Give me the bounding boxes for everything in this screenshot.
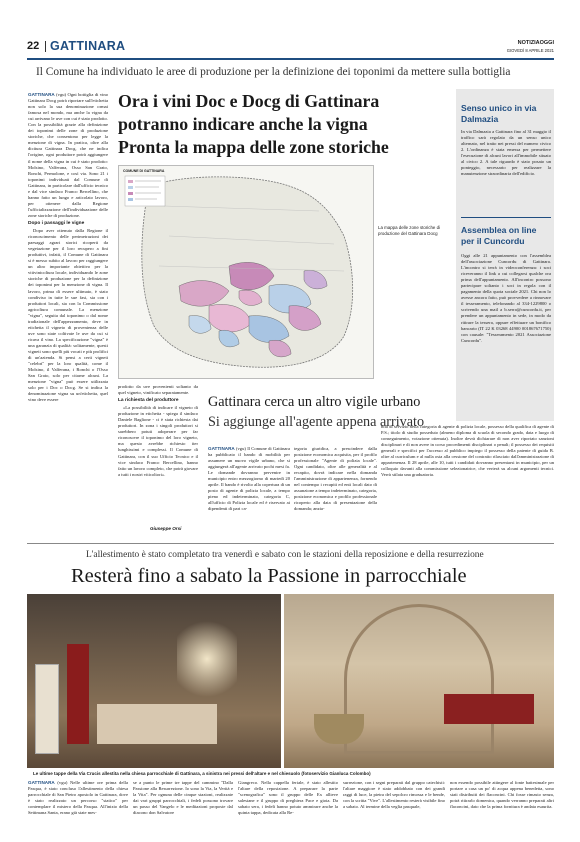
vigile-headline: Gattinara cerca un altro vigile urbano — [208, 394, 421, 410]
passione-col1 — [28, 780, 128, 838]
map-caption: La mappa delle zone storiche di produzione del Gattinara Docg — [378, 225, 440, 236]
sidebar-box1-title: Senso unico in via Dalmazia — [461, 103, 537, 124]
main-headline-line-2: potranno indicare anche la vigna — [118, 114, 368, 134]
vigile-col1 — [208, 446, 290, 536]
passione-col2-text: se a punto le prime tre tappe del cammino "Dalla Passione alla Resurrezione. Io sono la Via, la Verità e la Vita". Per ognuna delle cinque stazioni, realizzate dai vari gruppi parrocchiali, i fedeli possono trovare un passo del Vangelo e le meditazioni proposte dal diacono don Salvatore — [133, 780, 233, 816]
header-rule — [27, 58, 554, 60]
passione-col1-text: (vgu) Nelle ultime ore prima della Pasqua, è stato concluso l'allestimento della chiesa parrocchiale di San Pietro apostolo in Gattinara, dove è stato realizzato un percorso "statico" per contemplare il mistero della Pasqua. All'inizio della Settimana Santa, erano già state mes- — [28, 780, 128, 816]
main-article-col2 — [118, 384, 198, 534]
vigile-col3-text: nità di servizio nella categoria di agente di polizia locale, possesso della qualifica di agente di P.S.; titolo di studio posseduto (almeno diploma di scuola di secondo grado, data e luogo di conseguimento, votazione ottenuta). Inoltre devrà dichiarare di non aver riportato sanzioni disciplinari e di non avere in corso procedimenti disciplinari o penali; il possesso dei requisiti generali e specifici per l'accesso al pubblico impiego il possesso della patente di guida B. oltre al curriculum e al nulla osta alla cessione del contratto rilasciato dall'amministrazione di appartenenza. Il 28 aprile, alle 10, tutti i candidati dovranno presentarsi in municipio, per un colloquio davanti alla commissione selezionatrice, che verterà su alcuni argomenti tecnici. Verrà stilata una graduatoria. — [381, 424, 554, 478]
brand-logo: NOTIZIAOGGI — [517, 40, 554, 46]
main-article-body: Dopo aver ottenuto dalla Regione il riconoscimento delle perimetrazioni dei paesaggi agrari storici ricoperti da vegetazione per il loro recupero a fini produttivi, infatti, il Comune di Gattinara si è messo subito al lavoro per raggiungere un altro importante obiettivo per la vitivinicoltura locale, individuando le zone storiche di produzione per la definizione dei toponimi per la menzione di vigna. Il lavoro, prima di essere ultimato, è stato condiviso in tutte le sue fasi, sia con i produttori locali, sia con la Commissione agricoltura comunale. La menzione "vigna", seguita dal toponimo o dal nome tradizionale dell'appezzamento, deve in etichetta il vigneto di provenienza delle uve sono state coltivate le uve da cui si ricava il vino. La specificazione "vigna" è una garanzia di qualità: solitamente, questi vigneti sono quelli più vocati e più prolifici di un'azienda. Si pensi a certi vigneti "celebri" per la loro qualità, come il Molsino, il Valferana, i Ronchi o l'Osso San Grato, solo per citarne alcuni. La menzione "vigna" può essere utilizzata solo per i Doc o Docg. Se si indica la denominazione vigna su un'etichetta, quel vino deve essere — [28, 228, 108, 403]
vigile-col3 — [381, 424, 554, 537]
photo-arch — [344, 604, 494, 754]
photo-altar-table — [97, 704, 217, 744]
section-rule — [27, 543, 554, 544]
photo-basket — [314, 714, 364, 744]
main-headline — [118, 90, 450, 159]
header-divider — [45, 41, 46, 52]
vigile-col2 — [294, 446, 377, 536]
map-title: COMUNE DI GATTINARA — [123, 169, 165, 173]
photo-banner — [35, 664, 59, 754]
passione-kicker-headline: L'allestimento è stato completato tra venerdì e sabato con le stazioni della reposizione e della resurrezione — [86, 550, 484, 560]
sidebar-divider — [461, 217, 551, 218]
dateline: GATTINARA — [28, 92, 55, 97]
photo-red-drape — [67, 644, 89, 744]
sidebar-box2-body: Oggi alle 21 appuntamento con l'assemblea dell'associazione Cuncordu di Gattinara. L'incontro si terrà in videoconferenza: i soci riceveranno il link a cui collegarsi qualche ora prima dell'appuntamento. All'incontro possono partecipare soltanto i soci in regola con il pagamento della quota sociale 2021. Chi non lo avesse ancora fatto, può provvedere a rinnovare il tesseramento, telefonando al 334-1229800 o scrivendo una mail a b.serra@cuncordu.it, per prendere un appuntamento in sede, in modo da ritirare la tessera, oppure effettuare un bonifico bancario (IT 22 K 03268 44900 001867671750) con causale: "Tesseramento 2021 Associazione Cuncordu". — [461, 253, 551, 343]
sidebar — [456, 89, 554, 421]
map-graphic — [119, 166, 375, 380]
issue-date: GIOVEDÌ 8 APRILE 2021 — [506, 48, 554, 53]
main-article-col2-body: prodotto da uve provenienti soltanto da quel vigneto, vinificato separatamente. — [118, 384, 198, 396]
photo-caption: Le ultime tappe della Via Crucis allestita nella chiesa parrocchiale di Gattinara, a sinistra nei pressi dell'altare e nel chiesuolo (fotoservizio Gianluca Colombo) — [33, 771, 371, 776]
passione-col2 — [133, 780, 233, 838]
main-subhead-1: Dopo i passaggi le vigne — [28, 220, 85, 226]
main-headline-line-3: Pronta la mappa delle zone storiche — [118, 137, 389, 157]
passione-col5 — [450, 780, 554, 838]
passione-col3 — [238, 780, 338, 838]
page-header — [27, 38, 554, 60]
passione-col3-text: Giangreco. Nella cappella feriale, è stato allestito l'altare della reposizione. A preparare la parte "scenografica" sono il gruppo delle Ex allieve salesiane e il gruppo di preghiera Pace e gioia. Da sabato sera, i fedeli hanno potuto ammirare anche la quinta tappa, dedicata alla Re- — [238, 780, 338, 816]
photo-chapel — [284, 594, 554, 768]
main-article-quote: «La possibilità di indicare il vigneto di produzione in etichetta - spiega il sindaco Daniele Baglione - ci è stata richiesta dai produttori. In zona i singoli produttori si sarebbero potuti adoperare per far riconoscere il toponimo del loro vigneto, ma questo avrebbe richiesto iter lunghissimi e complessi. Il Comune di Gattinara, con il suo Ufficio Tecnico e il vice sindaco Franco Bercellino, hanno fatto un lavoro completo, che potrà giovare a tutti i nostri viticoltori». — [118, 405, 198, 477]
vigile-subheadline: Si aggiunge all'agente appena arrivato — [208, 414, 425, 430]
page-number: 22 — [27, 40, 40, 52]
article-author: Giuseppe Orsi — [150, 526, 182, 531]
sidebar-box1-body: In via Dalmazia a Gattinara fino al 31 maggio il traffico sarà regolato da un senso unico alternato, nel tratto nei pressi del numero civico 2. L'ordinanza è stata emessa per permettere l'esecuzione di alcuni lavori all'immobile situato al civico 2. A tale riguardo è stato posato un ponteggio, necessario per realizzare la manutenzione straordinaria dell'edificio. — [461, 129, 551, 177]
main-kicker-headline: Il Comune ha individuato le aree di produzione per la definizione dei toponimi da mettere sulla bottiglia — [36, 66, 511, 78]
passione-col5-text: non essendo possibile attingere al fonte battesimale per portare a casa un po' di acqua appena benedetta, sono stati distribuiti dei flaconcini. Chi fosse rimasto senza, potrà ritirarlo domenica, quando verranno preparati altri flaconcini, dato che la prima fornitura è andata esaurita. — [450, 780, 554, 810]
vigile-dateline: GATTINARA — [208, 446, 235, 451]
section-title: GATTINARA — [50, 39, 126, 53]
main-article-lead: (vgu) Ogni bottiglia di vino Gattinara Docg potrà riportare sull'etichetta non solo la sua denominazione ormai famosa nel mondo, ma anche la vigna da cui arrivano le uve con cui è stato prodotto. Con la possibilità grazie alla definizione dei toponimi delle zone di produzione storiche, che consentono per legge la menzione di vigna. In pratica, oltre alla dicitura Gattinara Docg, che ne indica l'origine, ogni produttore potrà aggiungere il nome della vigna in cui è stato prodotto: Molsino, Valferana, Osso San Grato, Ronchi, Permolone, e così via. Sono 21 i toponimi individuati dal Comune di Gattinara, in particolare dall'ufficio tecnico e dal vice sindaco Franco Bercellino, che hanno fatto un lungo e articolato lavoro, per ottenere dalla Regione l'ufficializzazione dell'individuazione delle zone storiche di produzione. — [28, 92, 108, 218]
passione-col4 — [343, 780, 445, 838]
photo-light-rays — [177, 614, 237, 704]
photo-church-altar — [27, 594, 281, 768]
main-subhead-2: La richiesta del produttore — [118, 398, 179, 404]
passione-headline: Resterà fino a sabato la Passione in parrocchiale — [71, 565, 467, 587]
vigile-col1-text: (vgu) Il Comune di Gattinara ha pubblicato il bando di mobilità per assumere un nuovo vigile urbano, che si aggiungerà all'agente arrivato pochi mesi fa. Le domande dovranno pervenire in municipio entro mezzogiorno di martedì 20 aprile. Il bando è rivolto alla copertura di un posto di agente di polizia locale, a tempo pieno ed indeterminato, categoria C, all'ufficio di Polizia locale ed è riservato ai dipendenti di pari ca- — [208, 446, 290, 512]
main-headline-line-1: Ora i vini Doc e Docg di Gattinara — [118, 91, 380, 111]
vigile-col2-text: tegoria giuridica, a prescindere dalla posizione economica acquisita, per il profilo professionale "Agente di polizia locale". Ogni candidato, oltre alle generalità e al recapito, dovrà indicare nella domanda l'amministrazione di appartenenza, fornendo nel contempo i recapiti ed enti locali dato di assunzione a tempo indeterminato, categoria, posizione economica e profilo professionale ricoperto alla data di presentazione della domanda; anzia- — [294, 446, 377, 512]
photo-table-red — [444, 694, 534, 724]
sidebar-box2-title: Assemblea on line per il Cuncordu — [461, 225, 537, 246]
vineyard-map — [118, 165, 374, 379]
main-article-col1 — [28, 92, 108, 403]
passione-dateline: GATTINARA — [28, 780, 55, 785]
passione-col4-text: surrezione, con i segni preparati dal gruppo catechisti: l'altare maggiore è stato addobbato con dei grandi raggi di luce, la pietra del sepolcro rimossa e le bende, con la scritta "Vive". L'allestimento resterà visibile fino a sabato. Al termine della veglia pasquale, — [343, 780, 446, 810]
